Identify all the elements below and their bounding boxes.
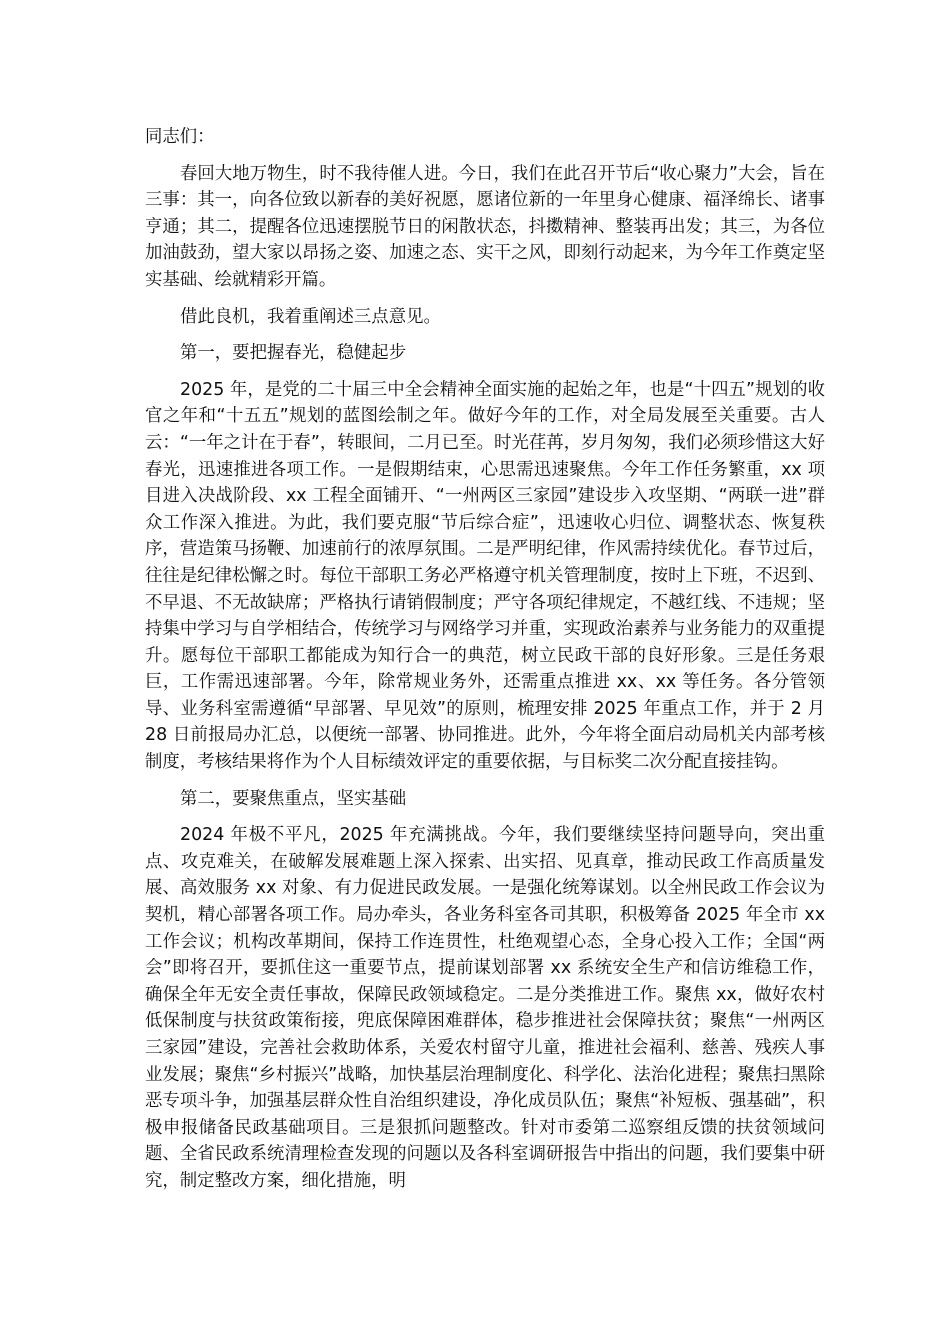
section-2-paragraph: 2024 年极不平凡，2025 年充满挑战。今年，我们要继续坚持问题导向，突出重点、攻克难关，在破解发展难题上深入探索、出实招、见真章，推动民政工作高质量发展、高效服务 xx 对象、有力促进民政发展。一是强化统筹谋划。以全州民政工作会议为契机，精心部署各项工作。局办牵头，各业务科室各司其职，积极筹备 2025 年全市 xx 工作会议；机构改革期间，保持工作连贯性，杜绝观望心态，全身心投入工作；全国“两会”即将召开，要抓住这一重要节点，提前谋划部署 xx 系统安全生产和信访维稳工作，确保全年无安全责任事故，保障民政领域稳定。二是分类推进工作。聚焦 xx，做好农村低保制度与扶贫政策衔接，兜底保障困难群体，稳步推进社会保障扶贫；聚焦“一州两区三家园”建设，完善社会救助体系，关爱农村留守儿童，推进社会福利、慈善、残疾人事业发展；聚焦“乡村振兴”战略，加快基层治理制度化、科学化、法治化进程；聚焦扫黑除恶专项斗争，加强基层群众性自治组织建设，净化成员队伍；聚焦“补短板、强基础”，积极申报储备民政基础项目。三是狠抓问题整改。针对市委第二巡察组反馈的扶贫领域问题、全省民政系统清理检查发现的问题以及各科室调研报告中指出的问题，我们要集中研究，制定整改方案，细化措施，明 xyxy=(145,825,825,1191)
section-1-heading: 第一，要把握春光，稳健起步 xyxy=(180,343,407,364)
document-body xyxy=(145,124,825,1205)
salutation: 同志们： xyxy=(145,127,215,147)
section-1-paragraph: 2025 年，是党的二十届三中全会精神全面实施的起始之年，也是“十四五”规划的收官之年和“十五五”规划的蓝图绘制之年。做好今年的工作，对全局发展至关重要。古人云：“一年之计在于春”，转眼间，二月已至。时光荏苒，岁月匆匆，我们必须珍惜这大好春光，迅速推进各项工作。一是假期结束，心思需迅速聚焦。今年工作任务繁重，xx 项目进入决战阶段、xx 工程全面铺开、“一州两区三家园”建设步入攻坚期、“两联一进”群众工作深入推进。为此，我们要克服“节后综合症”，迅速收心归位、调整状态、恢复秩序，营造策马扬鞭、加速前行的浓厚氛围。二是严明纪律，作风需持续优化。春节过后，往往是纪律松懈之时。每位干部职工务必严格遵守机关管理制度，按时上下班，不迟到、不早退、不无故缺席；严格执行请销假制度；严守各项纪律规定，不越红线、不违规；坚持集中学习与自学相结合，传统学习与网络学习并重，实现政治素养与业务能力的双重提升。愿每位干部职工都能成为知行合一的典范，树立民政干部的良好形象。三是任务艰巨，工作需迅速部署。今年，除常规业务外，还需重点推进 xx、xx 等任务。各分管领导、业务科室需遵循“早部署、早见效”的原则，梳理安排 2025 年重点工作，并于 2 月 28 日前报局办汇总，以便统一部署、协同推进。此外，今年将全面启动局机关内部考核制度，考核结果将作为个人目标绩效评定的重要依据，与目标奖二次分配直接挂钩。 xyxy=(145,379,825,773)
intro-paragraph: 借此良机，我着重阐述三点意见。 xyxy=(180,306,441,327)
opening-paragraph: 春回大地万物生，时不我待催人进。今日，我们在此召开节后“收心聚力”大会，旨在三事：其一，向各位致以新春的美好祝愿，愿诸位新的一年里身心健康、福泽绵长、诸事亨通；其二，提醒各位迅速摆脱节日的闲散状态，抖擞精神、整装再出发；其三，为各位加油鼓劲，望大家以昂扬之姿、加速之态、实干之风，即刻行动起来，为今年工作奠定坚实基础、绘就精彩开篇。 xyxy=(145,163,825,290)
section-2-heading: 第二，要聚焦重点，坚实基础 xyxy=(180,788,407,809)
